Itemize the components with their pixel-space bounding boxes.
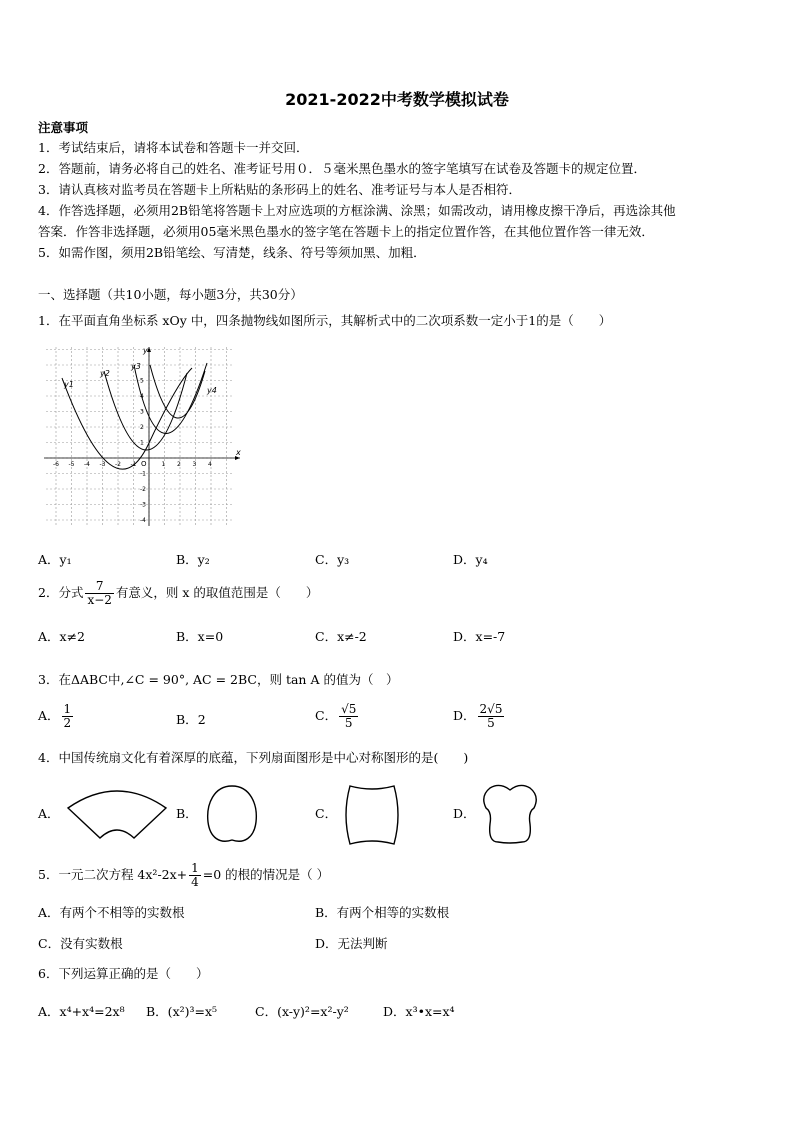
y-axis-label: y: [143, 346, 148, 355]
q2-option-d: D．x=-7: [453, 629, 506, 644]
q3-option-d-frac: [478, 703, 505, 730]
page-title: 2021-2022中考数学模拟试卷: [285, 90, 509, 109]
curve-label-y3: y3: [131, 362, 141, 371]
fan-shape-d: [478, 780, 542, 848]
q4-option-a-label: A．: [38, 806, 60, 821]
y-tick-label: 4: [140, 393, 144, 400]
notice-heading: 注意事项: [38, 120, 89, 135]
q1-option-a: A．y₁: [38, 552, 72, 567]
q6-option-d: D．x³•x=x⁴: [383, 1004, 455, 1019]
x-tick-label: -1: [130, 461, 137, 468]
fan-shape-b: [202, 782, 262, 848]
q5-suffix: =0 的根的情况是（ ）: [202, 867, 330, 882]
q2-option-a: A．x≠2: [38, 629, 86, 644]
q3-option-a-label: A．: [38, 708, 60, 723]
q3-option-a: [38, 703, 75, 730]
q2-fraction: [85, 580, 113, 607]
q3-option-c-frac: [339, 703, 358, 730]
q5-option-b: B．有两个相等的实数根: [315, 905, 450, 920]
q4-option-d-label: D．: [453, 806, 476, 821]
q5-prefix: 5．一元二次方程 4x²-2x+: [38, 867, 188, 882]
notice-item-3: 3．请认真核对监考员在答题卡上所粘贴的条形码上的姓名、准考证号与本人是否相符．: [38, 182, 521, 197]
q5-frac-den: 4: [191, 875, 199, 889]
q2-prefix: 2．分式: [38, 585, 84, 600]
q3-d-num: 2√5: [479, 702, 503, 716]
q6-option-b: B．(x²)³=x⁵: [146, 1004, 218, 1019]
x-tick-label: -2: [115, 461, 121, 468]
q5-frac-num: 1: [191, 861, 199, 875]
q5-option-c: C．没有实数根: [38, 936, 123, 951]
question-3-stem: 3．在ΔABC中,∠C = 90°, AC = 2BC，则 tan A 的值为（ ）: [38, 672, 399, 687]
q6-option-a: A．x⁴+x⁴=2x⁸: [38, 1004, 125, 1019]
q3-option-b: [176, 712, 206, 728]
q3-option-c: [315, 703, 360, 730]
y-tick-label: 1: [140, 439, 144, 447]
curve-label-y2: y2: [100, 369, 110, 378]
x-tick-label: 3: [192, 461, 197, 468]
fan-shape-a: [64, 782, 170, 842]
y-tick-label: -2: [140, 486, 146, 493]
q2-suffix: 有意义，则 x 的取值范围是（ ）: [115, 585, 319, 600]
origin-label: O: [141, 460, 147, 468]
q3-option-b-label: B．: [176, 712, 198, 727]
x-tick-label: -4: [84, 461, 90, 468]
q1-option-c: C．y₃: [315, 552, 350, 567]
q3-a-den: 2: [63, 716, 72, 730]
parabola-y2: [104, 371, 187, 450]
q3-c-den: 5: [344, 716, 353, 730]
q6-option-c: C．(x-y)²=x²-y²: [255, 1004, 349, 1019]
question-1-graph: [42, 343, 247, 528]
q5-option-d: D．无法判断: [315, 936, 388, 951]
question-2-stem: [38, 580, 318, 607]
x-tick-label: -5: [68, 461, 75, 468]
section-heading: 一、选择题（共10小题，每小题3分，共30分）: [38, 287, 303, 302]
notice-item-5: 5．如需作图，须用2B铅笔绘、写清楚，线条、符号等须加黑、加粗．: [38, 245, 426, 260]
x-tick-label: 1: [161, 461, 166, 468]
x-axis-label: x: [236, 448, 241, 457]
y-tick-label: 5: [140, 377, 144, 385]
question-6-stem: 6．下列运算正确的是（ ）: [38, 966, 209, 981]
notice-item-2: 2．答题前，请务必将自己的姓名、准考证号用０．５毫米黑色墨水的签字笔填写在试卷及答题卡的规定位置．: [38, 161, 646, 176]
q3-option-d: [453, 703, 506, 730]
q4-option-b-label: B．: [176, 806, 198, 821]
curve-label-y4: y4: [207, 386, 217, 395]
q3-c-num: √5: [341, 702, 357, 716]
curve-label-y1: y1: [64, 380, 74, 389]
q3-option-d-label: D．: [453, 708, 476, 723]
parabola-y1: [62, 378, 149, 469]
y-tick-label: -1: [140, 470, 146, 478]
q1-option-b: B．y₂: [176, 552, 210, 567]
y-tick-label: -4: [140, 517, 146, 524]
y-tick-label: 2: [140, 424, 144, 431]
q3-option-a-frac: [62, 703, 74, 730]
x-tick-label: -3: [99, 461, 106, 468]
question-5-stem: [38, 862, 329, 889]
x-tick-label: 2: [177, 461, 181, 468]
q5-option-a: A．有两个不相等的实数根: [38, 905, 185, 920]
q3-d-den: 5: [487, 716, 495, 730]
question-4-stem: 4．中国传统扇文化有着深厚的底蕴，下列扇面图形是中心对称图形的是( ): [38, 750, 469, 765]
y-tick-label: -3: [140, 501, 146, 509]
q2-option-c: C．x≠-2: [315, 629, 367, 644]
x-tick-label: -6: [53, 461, 59, 468]
notice-item-1: 1．考试结束后，请将本试卷和答题卡一并交回．: [38, 140, 309, 155]
question-1-stem: 1．在平面直角坐标系 xOy 中，四条抛物线如图所示，其解析式中的二次项系数一定小于1的是（ ）: [38, 313, 612, 328]
q4-option-c-label: C．: [315, 806, 338, 821]
fan-shape-c: [340, 782, 404, 848]
q1-option-d: D．y₄: [453, 552, 488, 567]
notice-item-4-cont: 答案．作答非选择题，必须用05毫米黑色墨水的签字笔在答题卡上的指定位置作答，在其他位置作答一律无效．: [38, 224, 654, 239]
q3-a-num: 1: [63, 702, 72, 716]
q2-option-b: B．x=0: [176, 629, 224, 644]
q3-option-c-label: C．: [315, 708, 338, 723]
q3-option-b-text: 2: [197, 712, 206, 727]
q5-fraction: [189, 862, 201, 889]
x-tick-label: 4: [208, 461, 212, 468]
y-tick-label: 3: [140, 408, 144, 416]
q2-frac-num: 7: [85, 580, 113, 594]
q2-frac-den: x−2: [87, 593, 112, 607]
notice-item-4: 4．作答选择题，必须用2B铅笔将答题卡上对应选项的方框涂满、涂黑；如需改动，请用橡皮擦干净后，再选涂其他: [38, 203, 676, 218]
